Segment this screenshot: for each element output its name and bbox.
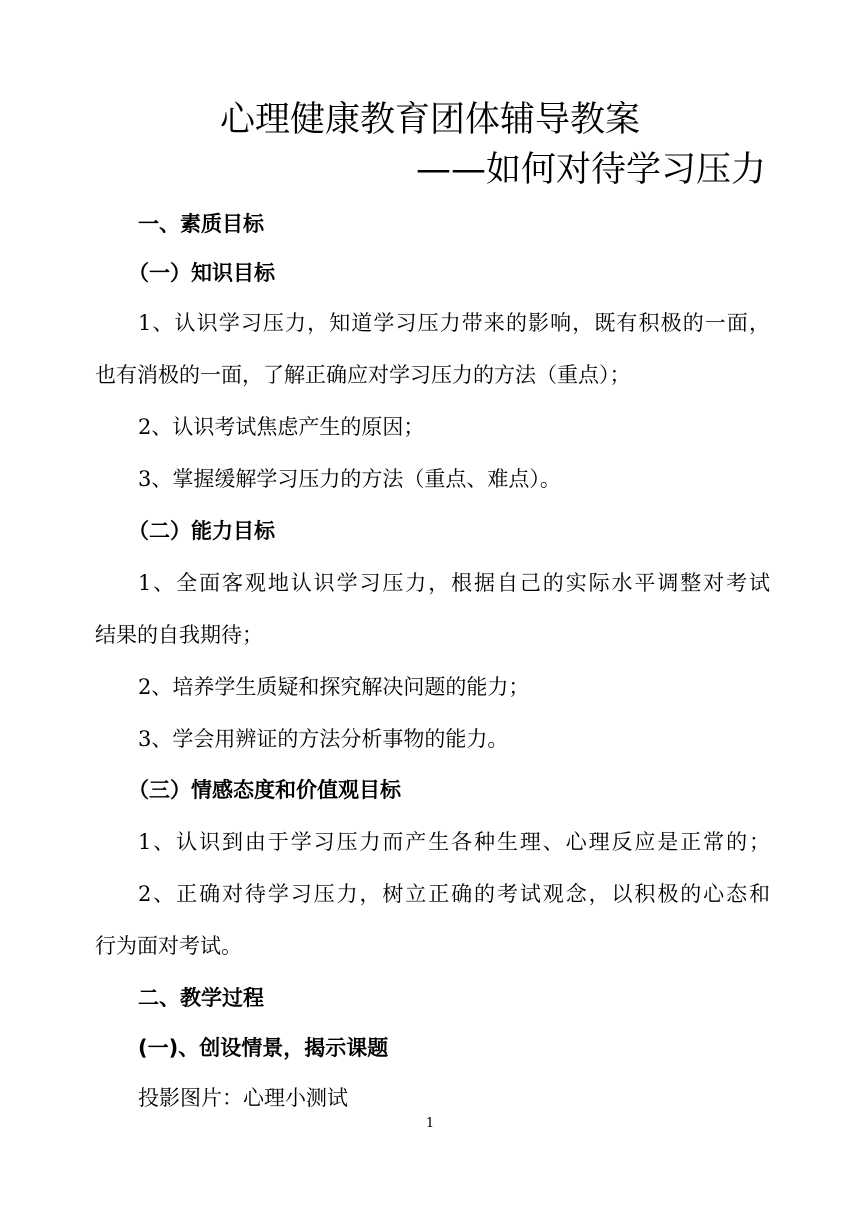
- paragraph-line: 也有消极的一面，了解正确应对学习压力的方法（重点）；: [95, 363, 631, 387]
- subsection-heading-knowledge: （一）知识目标: [128, 261, 275, 285]
- paragraph-line: 2、培养学生质疑和探究解决问题的能力；: [138, 675, 530, 699]
- paragraph-line: 3、掌握缓解学习压力的方法（重点、难点）。: [138, 467, 561, 491]
- document-title: 心理健康教育团体辅导教案: [219, 100, 640, 140]
- section-heading-process: 二、教学过程: [138, 986, 264, 1010]
- paragraph-line: 1、认识学习压力，知道学习压力带来的影响，既有积极的一面，: [138, 311, 770, 335]
- subsection-heading-ability: （二）能力目标: [128, 519, 275, 543]
- subsection-heading-values: （三）情感态度和价值观目标: [128, 778, 401, 802]
- section-heading-goals: 一、素质目标: [138, 212, 264, 236]
- paragraph-line: 结果的自我期待；: [95, 623, 263, 647]
- paragraph-line: 3、学会用辨证的方法分析事物的能力。: [138, 727, 509, 751]
- subsection-heading-scenario: (一)、创设情景，揭示课题: [138, 1036, 389, 1060]
- paragraph-line: 投影图片：心理小测试: [138, 1086, 348, 1110]
- paragraph-line: 2、正确对待学习压力，树立正确的考试观念，以积极的心态和: [138, 882, 770, 906]
- paragraph-line: 1、认识到由于学习压力而产生各种生理、心理反应是正常的；: [138, 830, 770, 854]
- paragraph-line: 1、全面客观地认识学习压力，根据自己的实际水平调整对考试: [138, 571, 770, 595]
- paragraph-line: 行为面对考试。: [95, 934, 242, 958]
- page-number: 1: [425, 1116, 435, 1131]
- document-subtitle: ——如何对待学习压力: [415, 150, 766, 190]
- paragraph-line: 2、认识考试焦虑产生的原因；: [138, 415, 425, 439]
